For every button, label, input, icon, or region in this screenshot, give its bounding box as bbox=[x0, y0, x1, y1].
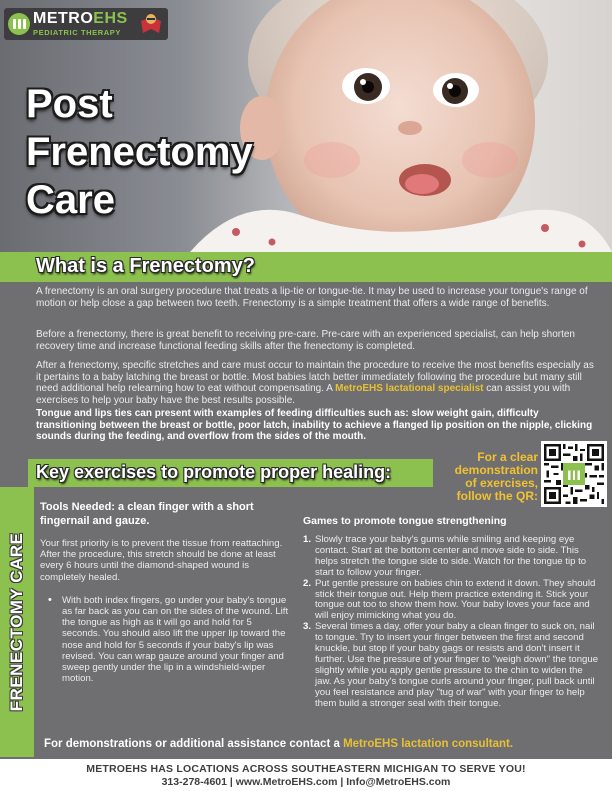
hero-banner bbox=[0, 0, 612, 252]
footer bbox=[0, 759, 612, 791]
qr-callout: For a clear demonstration of exercises, follow the QR: bbox=[454, 450, 538, 503]
logo-people-icon bbox=[8, 13, 30, 35]
footer-contact-info[interactable]: 313-278-4601 | www.MetroEHS.com | Info@MetroEHS.com bbox=[161, 776, 451, 788]
right-column bbox=[303, 515, 601, 710]
page-title: Post Frenectomy Care bbox=[26, 82, 253, 222]
intro-paragraph-4: Tongue and lips ties can present with examples of feeding difficulties such as: slow weight gain, difficulty transitioning between the breast or bottle, poor latch, inability to achieve a flanged lip position on the nipple, clicking sounds during the feeding, and overflow from the sides of the mouth. bbox=[36, 408, 593, 442]
intro-paragraph-2: Before a frenectomy, there is great benefit to receiving pre-care. Pre-care with an experienced specialist, can help shorten recovery time and increase functional feeding skills after the frenectomy is completed. bbox=[36, 329, 575, 352]
sidebar-label: FRENECTOMY CARE bbox=[7, 532, 26, 712]
qr-code-icon bbox=[544, 444, 604, 504]
intro-paragraph-3: After a frenectomy, specific stretches and care must occur to maintain the procedure to receive the most benefits especially as it pertains to a baby latching the breast or bottle. Most babies latch better immediately following the procedure but many still need additional help relearning how to eat without compensating. A MetroEHS lactational specialist can assist you with exercises to help your baby have the best results possible. bbox=[36, 360, 594, 406]
qr-code[interactable] bbox=[541, 441, 607, 507]
section-heading-what-is: What is a Frenectomy? bbox=[36, 255, 255, 277]
footer-locations: METROEHS HAS LOCATIONS ACROSS SOUTHEASTERN MICHIGAN TO SERVE YOU! bbox=[86, 763, 526, 775]
list-item: 2. Put gentle pressure on babies chin to extend it down. They should stick their tongue out. Help them practice extending it. Stick your tongue out too to show them how. Your baby loves your face and will enjoy mimicking what you do. bbox=[303, 577, 596, 622]
first-priority-text: Your first priority is to prevent the tissue from reattaching. After the procedure, this stretch should be done at least every 6 hours until the diamond-shaped wound is completely healed. bbox=[40, 538, 283, 583]
list-item: 3. Several times a day, offer your baby a clean finger to suck on, nail to tongue. Try to insert your finger between the first and second knuckle, but stop if your baby gags or resists and don't insert it further. Use the pressure of your finger to "weigh down" the tongue slightly while you apply gentle pressure to the chin to widen the jaw. As your baby's tongue curls around your finger, pull back until you feel resistance and play "tug of war" with your finger to help them build a stronger seal with their tongue. bbox=[303, 621, 599, 709]
logo-name: METROEHS bbox=[33, 10, 128, 27]
contact-line: For demonstrations or additional assistance contact a MetroEHS lactation consultant. bbox=[44, 738, 514, 750]
logo-subtitle: PEDIATRIC THERAPY bbox=[33, 28, 121, 37]
tools-needed: Tools Needed: a clean finger with a short fingernail and gauze. bbox=[40, 501, 254, 527]
games-list bbox=[303, 535, 601, 710]
intro-paragraph-1: A frenectomy is an oral surgery procedure that treats a lip-tie or tongue-tie. It may be used to increase your tongue's range of motion or help close a gap between two teeth. Frenectomy is a simple treatment that offers a wide range of benefits. bbox=[36, 286, 588, 309]
left-column bbox=[40, 500, 290, 684]
superhero-mascot-icon bbox=[138, 11, 164, 37]
section-heading-key-exercises: Key exercises to promote proper healing: bbox=[36, 462, 392, 482]
list-item: 1. Slowly trace your baby's gums while smiling and keeping eye contact. Start at the bottom center and move side to side. This helps stretch the tongue side to side. Watch for the tongue tip to start to follow your finger. bbox=[303, 534, 587, 578]
metroehs-logo bbox=[4, 8, 168, 40]
games-heading: Games to promote tongue strengthening bbox=[303, 515, 507, 527]
stretch-instructions: • With both index fingers, go under your baby's tongue as far back as you can on the sides of the wound. Lift the tongue as high as it will go and hold for 5 seconds. You should also lift the upper lip toward the nose and hold for 5 seconds if your baby's lip was revised. You can wrap gauze around your finger and sweep gently under the lip in a windshield-wiper motion. bbox=[48, 595, 290, 685]
lactation-consultant-link[interactable]: MetroEHS lactation consultant. bbox=[343, 738, 514, 750]
lactational-specialist-link[interactable]: MetroEHS lactational specialist bbox=[335, 383, 484, 394]
